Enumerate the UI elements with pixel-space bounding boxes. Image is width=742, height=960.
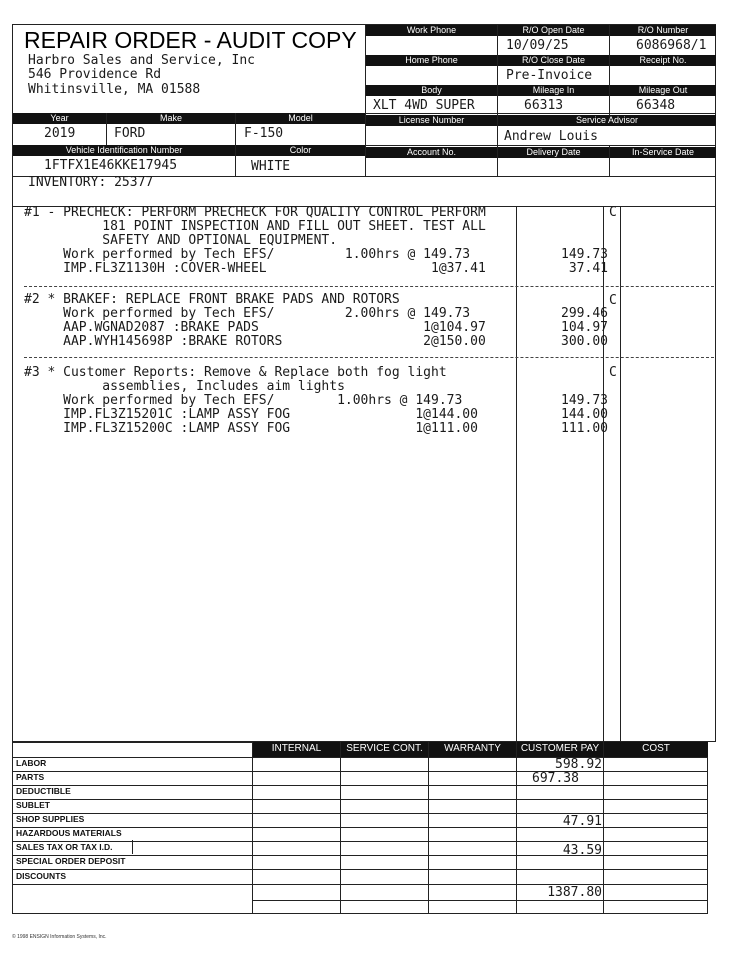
totals-vsep <box>340 742 341 914</box>
job-divider <box>24 357 714 358</box>
job-line: #1 - PRECHECK: PERFORM PRECHECK FOR QUALITY CONTROL PERFORM <box>24 205 486 220</box>
totals-row-line <box>12 869 708 870</box>
total-label-discounts: DISCOUNTS <box>16 871 67 881</box>
account-no-label: Account No. <box>366 147 497 158</box>
totals-row-line <box>252 900 708 901</box>
col-warranty: WARRANTY <box>429 744 516 754</box>
vin-value: 1FTFX1E46KKE17945 <box>44 158 178 173</box>
home-phone-label: Home Phone <box>366 55 497 66</box>
total-label-sales-tax: SALES TAX OR TAX I.D. <box>16 842 113 852</box>
job-3 <box>24 366 478 436</box>
service-advisor: Andrew Louis <box>504 129 598 144</box>
job-3-amounts <box>520 366 608 436</box>
job-divider <box>24 286 714 287</box>
jobs-vsep-code <box>603 207 604 742</box>
job-line: SAFETY AND OPTIONAL EQUIPMENT. <box>24 233 338 248</box>
total-label-sublet: SUBLET <box>16 800 50 810</box>
license-label: License Number <box>366 115 497 126</box>
job-line: assemblies, Includes aim lights <box>24 379 345 394</box>
totals-vsep <box>516 742 517 914</box>
job-line: #3 * Customer Reports: Remove & Replace both fog light <box>24 365 447 380</box>
totals-vsep <box>428 742 429 914</box>
total-label-labor: LABOR <box>16 758 47 768</box>
total-label-hazardous: HAZARDOUS MATERIALS <box>16 828 122 838</box>
inventory-line: INVENTORY: 25377 <box>28 175 154 190</box>
col-cost: COST <box>604 744 708 754</box>
work-phone-label: Work Phone <box>366 25 497 36</box>
color-value: WHITE <box>251 159 291 174</box>
totals-row-line <box>12 813 708 814</box>
customer-pay-sales-tax: 43.59 <box>562 843 602 858</box>
service-advisor-label: Service Advisor <box>498 115 716 126</box>
ro-number: 6086968/1 <box>636 38 707 53</box>
job-amount <box>520 220 608 234</box>
customer-pay-parts: 697.38 <box>532 771 579 786</box>
model-value: F-150 <box>244 126 284 141</box>
customer-pay-labor: 598.92 <box>555 757 602 772</box>
job-amount: 149.73 <box>561 247 608 262</box>
mileage-in-label: Mileage In <box>498 85 609 96</box>
totals-row-line <box>12 841 708 842</box>
totals-row-line <box>12 799 708 800</box>
jobs-frame <box>12 207 716 742</box>
job-line: Work performed by Tech EFS/ 1.00hrs @ 149.73 <box>24 247 471 262</box>
mileage-out-label: Mileage Out <box>610 85 716 96</box>
col-internal: INTERNAL <box>253 744 340 754</box>
grand-total: 1387.80 <box>547 885 602 900</box>
job-amount: 149.73 <box>561 393 608 408</box>
dealer-address: 546 Providence Rd <box>28 67 162 82</box>
totals-vsep <box>603 742 604 914</box>
model-label: Model <box>236 113 365 124</box>
job-amount: 144.00 <box>561 407 608 422</box>
total-label-parts: PARTS <box>16 772 45 782</box>
job-line: IMP.FL3Z15201C :LAMP ASSY FOG 1@144.00 <box>24 407 478 422</box>
totals-row-line <box>12 785 708 786</box>
body-label: Body <box>366 85 497 96</box>
col-customer-pay: CUSTOMER PAY <box>517 744 603 754</box>
job-line: 181 POINT INSPECTION AND FILL OUT SHEET. TEST ALL <box>24 219 486 234</box>
mileage-out: 66348 <box>636 98 676 113</box>
ro-close-date-label: R/O Close Date <box>498 55 609 66</box>
ro-open-date-label: R/O Open Date <box>498 25 609 36</box>
totals-row-line <box>12 884 708 885</box>
job-3-code: C <box>609 365 617 380</box>
year-label: Year <box>13 113 106 124</box>
tax-id-box-sep <box>132 840 133 854</box>
total-label-shop-supplies: SHOP SUPPLIES <box>16 814 85 824</box>
dealer-city: Whitinsville, MA 01588 <box>28 82 201 97</box>
job-amount <box>520 206 608 220</box>
job-2-amounts <box>520 293 608 349</box>
color-label: Color <box>236 145 365 156</box>
job-amount: 111.00 <box>561 421 608 436</box>
job-2 <box>24 293 486 349</box>
body-value: XLT 4WD SUPER <box>373 98 475 113</box>
copyright-footer: © 1998 ENSIGN Information Systems, Inc. <box>12 934 107 940</box>
job-line: #2 * BRAKEF: REPLACE FRONT BRAKE PADS AND ROTORS <box>24 292 400 307</box>
vin-label: Vehicle Identification Number <box>13 145 235 156</box>
job-amount <box>520 380 608 394</box>
job-line: IMP.FL3Z1130H :COVER-WHEEL 1@37.41 <box>24 261 486 276</box>
job-line: AAP.WGNAD2087 :BRAKE PADS 1@104.97 <box>24 320 486 335</box>
col-service-cont: SERVICE CONT. <box>341 744 428 754</box>
receipt-no-label: Receipt No. <box>610 55 716 66</box>
totals-vsep <box>252 742 253 914</box>
job-line: IMP.FL3Z15200C :LAMP ASSY FOG 1@111.00 <box>24 421 478 436</box>
job-amount: 299.46 <box>561 306 608 321</box>
total-label-deductible: DEDUCTIBLE <box>16 786 71 796</box>
jobs-vsep-code-right <box>620 207 621 742</box>
job-amount: 104.97 <box>561 320 608 335</box>
job-1-amounts <box>520 206 608 276</box>
job-line: AAP.WYH145698P :BRAKE ROTORS 2@150.00 <box>24 334 486 349</box>
ro-close-date: Pre-Invoice <box>506 68 593 83</box>
make-value: FORD <box>114 126 146 141</box>
job-line: Work performed by Tech EFS/ 1.00hrs @ 149.73 <box>24 393 463 408</box>
dealer-name: Harbro Sales and Service, Inc <box>28 53 255 68</box>
job-amount <box>520 234 608 248</box>
in-service-date-label: In-Service Date <box>610 147 716 158</box>
delivery-date-label: Delivery Date <box>498 147 609 158</box>
job-amount: 37.41 <box>568 261 608 276</box>
make-label: Make <box>107 113 235 124</box>
header-vsep-3 <box>609 24 610 115</box>
job-2-code: C <box>609 293 617 308</box>
job-amount <box>520 293 608 307</box>
year-value: 2019 <box>44 126 76 141</box>
total-label-special-order: SPECIAL ORDER DEPOSIT <box>16 856 126 866</box>
ro-open-date: 10/09/25 <box>506 38 569 53</box>
job-amount <box>520 366 608 380</box>
page-title: REPAIR ORDER - AUDIT COPY <box>24 27 357 53</box>
totals-row-line <box>12 771 708 772</box>
job-1-code: C <box>609 205 617 220</box>
totals-row-line <box>12 757 708 758</box>
mileage-in: 66313 <box>524 98 564 113</box>
customer-pay-shop-supplies: 47.91 <box>562 814 602 829</box>
ro-number-label: R/O Number <box>610 25 716 36</box>
jobs-vsep-amount <box>516 207 517 742</box>
job-amount: 300.00 <box>561 334 608 349</box>
job-1 <box>24 206 486 276</box>
job-line: Work performed by Tech EFS/ 2.00hrs @ 149.73 <box>24 306 471 321</box>
